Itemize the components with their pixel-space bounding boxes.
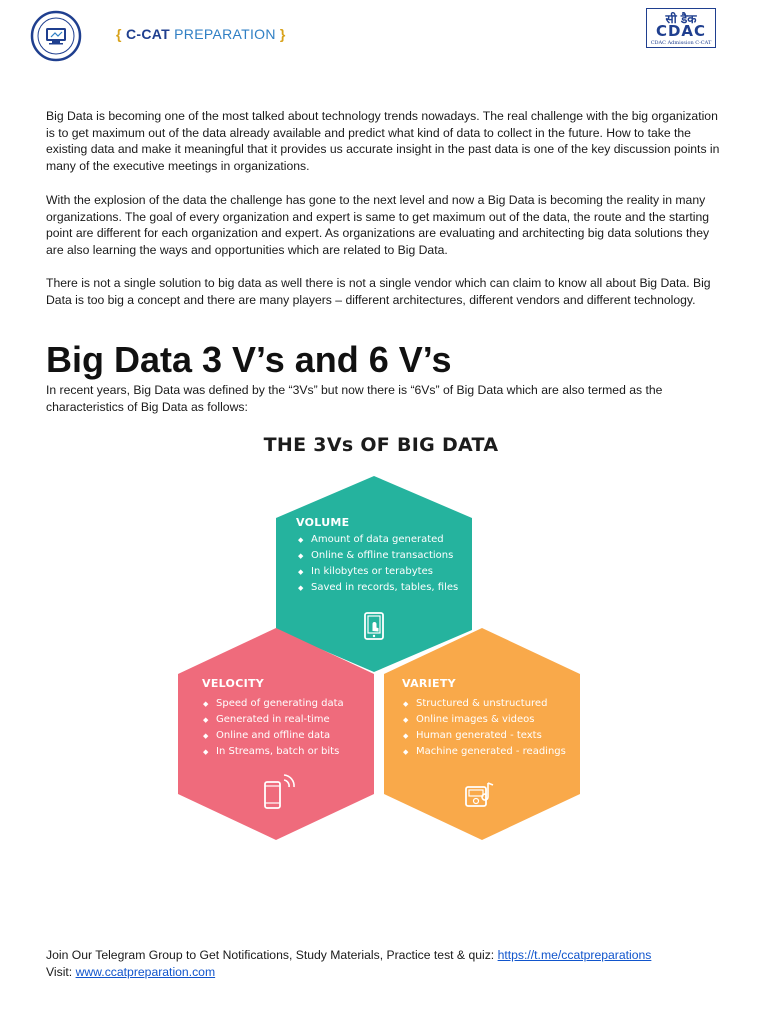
telegram-link[interactable]: https://t.me/ccatpreparations [497, 948, 652, 962]
hex-velocity-list [202, 696, 344, 760]
footer-telegram-text: Join Our Telegram Group to Get Notifications, Study Materials, Practice test & quiz: [46, 948, 498, 962]
list-item: ◆ Human generated - texts [402, 728, 566, 744]
list-item: ◆ Online and offline data [202, 728, 344, 744]
infographic-title: THE 3Vs OF BIG DATA [263, 434, 499, 456]
brand-name [116, 26, 286, 42]
hex-velocity-title: VELOCITY [202, 677, 265, 690]
list-item: ◆ Machine generated - readings [402, 744, 566, 760]
section-intro: In recent years, Big Data was defined by the “3Vs” but now there is “6Vs” of Big Data which are also termed as the characteristics of Big Data as follows: [46, 383, 663, 414]
hex-variety-list [402, 696, 566, 760]
ccat-logo-icon [30, 10, 82, 62]
list-item: ◆ Online & offline transactions [297, 548, 458, 564]
website-link[interactable]: www.ccatpreparation.com [75, 965, 216, 979]
list-item: ◆ Generated in real-time [202, 712, 344, 728]
list-item: ◆ Saved in records, tables, files [297, 580, 458, 596]
hex-variety [384, 628, 580, 840]
hex-volume-list [297, 532, 458, 596]
list-item: ◆ Speed of generating data [202, 696, 344, 712]
3vs-infographic [176, 430, 586, 840]
footer-telegram-line [46, 947, 651, 964]
hex-variety-title: VARIETY [402, 677, 456, 690]
footer [46, 947, 651, 981]
cdac-logo-subtitle: CDAC Admission C-CAT [650, 40, 712, 46]
paragraph-explosion: With the explosion of the data the challenge has gone to the next level and now a Big Data is becoming the reality in many organizations. The goal of every organization and expert is same to get maximum out of the data, the route and the starting point are different for each organization and expert. As organizations are evaluating and architecting big data solutions they are also learning the ways and opportunities which are related to Big Data. [46, 193, 710, 257]
list-item: ◆ Amount of data generated [297, 532, 458, 548]
mobile-signal-icon [262, 774, 296, 815]
hex-velocity [178, 628, 374, 840]
cdac-logo-text: CDAC [655, 22, 707, 40]
brand-ccat: C-CAT [125, 26, 170, 42]
hex-volume-title: VOLUME [296, 516, 350, 529]
media-player-icon [464, 780, 496, 813]
section-heading: Big Data 3 V’s and 6 V’s [46, 339, 452, 380]
brand-preparation: PREPARATION [169, 26, 276, 42]
footer-visit-text: Visit: [46, 965, 76, 979]
cdac-logo-hindi: सी डैक [665, 12, 697, 26]
brand-brace-open: { [116, 26, 126, 42]
list-item: ◆ Structured & unstructured [402, 696, 566, 712]
list-item: ◆ In Streams, batch or bits [202, 744, 344, 760]
paragraph-no-single-solution: There is not a single solution to big data as well there is not a single vendor which can claim to know all about Big Data. Big Data is too big a concept and there are many players – different architectures, different vendors and different technology. [46, 276, 711, 307]
footer-visit-line [46, 964, 651, 981]
paragraph-intro: Big Data is becoming one of the most talked about technology trends nowadays. The real challenge with the big organization is to get maximum out of the data already available and predict what kind of data to collect in the future. How to take the existing data and make it meaningful that it provides us accurate insight in the past data is one of the key discussion points in many of the executive meetings in organizations. [46, 109, 720, 173]
cdac-logo [646, 8, 716, 48]
brand-brace-close: } [275, 26, 286, 42]
list-item: ◆ Online images & videos [402, 712, 566, 728]
list-item: ◆ In kilobytes or terabytes [297, 564, 458, 580]
